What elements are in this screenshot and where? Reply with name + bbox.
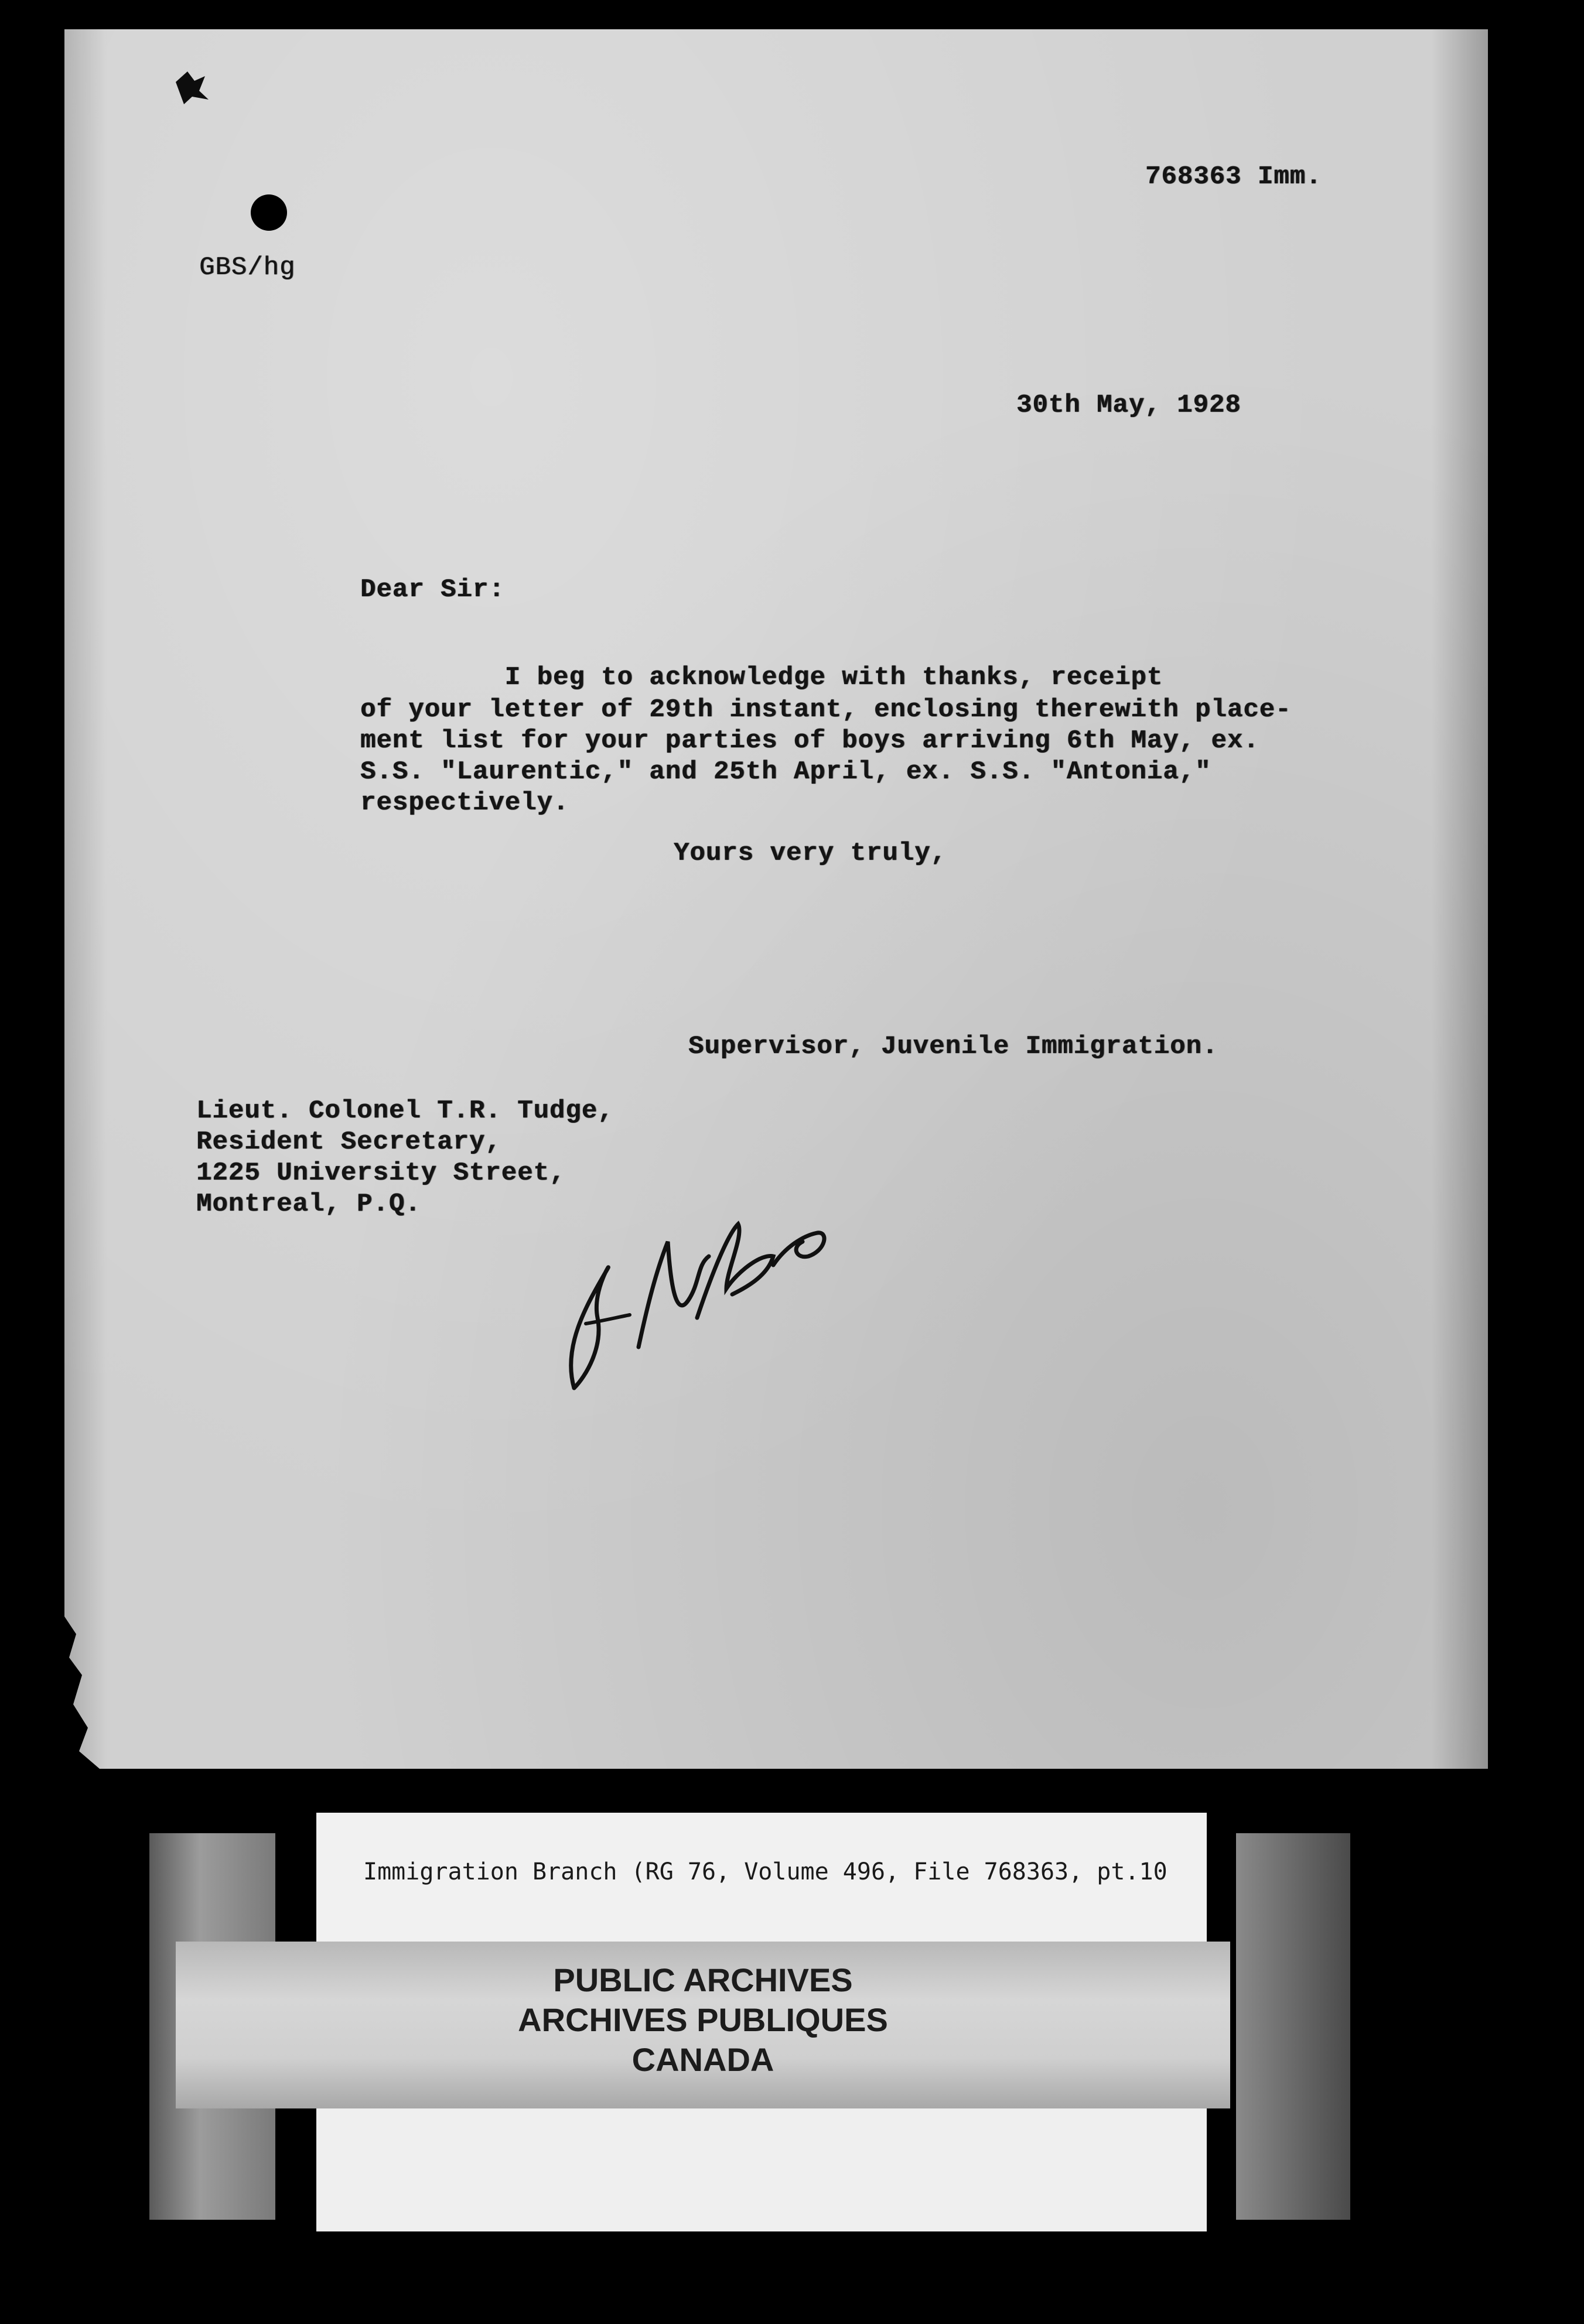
stamp-line: CANADA [631,2041,774,2078]
letter-page [64,29,1488,1769]
stamp-line: ARCHIVES PUBLIQUES [518,2001,888,2038]
archive-citation: Immigration Branch (RG 76, Volume 496, File 768363, pt.10 [363,1858,1167,1885]
addressee-line: Resident Secretary, [196,1127,501,1157]
body-line: I beg to acknowledge with thanks, receipt [360,663,1163,692]
paper-clip-mark [170,64,217,111]
archive-blank-label [316,2108,1207,2231]
handwritten-initials [551,1201,855,1412]
closing: Yours very truly, [674,839,947,868]
archive-tab-right [1236,1833,1350,2220]
body-line: of your letter of 29th instant, enclosing therewith place- [360,695,1292,724]
letter-date: 30th May, 1928 [1016,391,1241,420]
signatory-title: Supervisor, Juvenile Immigration. [688,1032,1218,1061]
archive-stamp [176,1942,1230,2108]
body-line: ment list for your parties of boys arriving 6th May, ex. [360,726,1259,756]
archive-citation-label [316,1813,1207,1944]
addressee-line: Lieut. Colonel T.R. Tudge, [196,1096,614,1126]
addressee-line: 1225 University Street, [196,1158,566,1188]
punch-hole [251,194,287,231]
file-reference: 768363 Imm. [1145,162,1322,192]
body-line: S.S. "Laurentic," and 25th April, ex. S.S. "Antonia," [360,757,1211,787]
body-line: respectively. [360,788,569,818]
addressee-line: Montreal, P.Q. [196,1190,421,1219]
stamp-line: PUBLIC ARCHIVES [553,1961,853,1998]
typist-initials: GBS/hg [199,253,296,282]
salutation: Dear Sir: [360,575,505,604]
torn-corner [64,1616,117,1769]
